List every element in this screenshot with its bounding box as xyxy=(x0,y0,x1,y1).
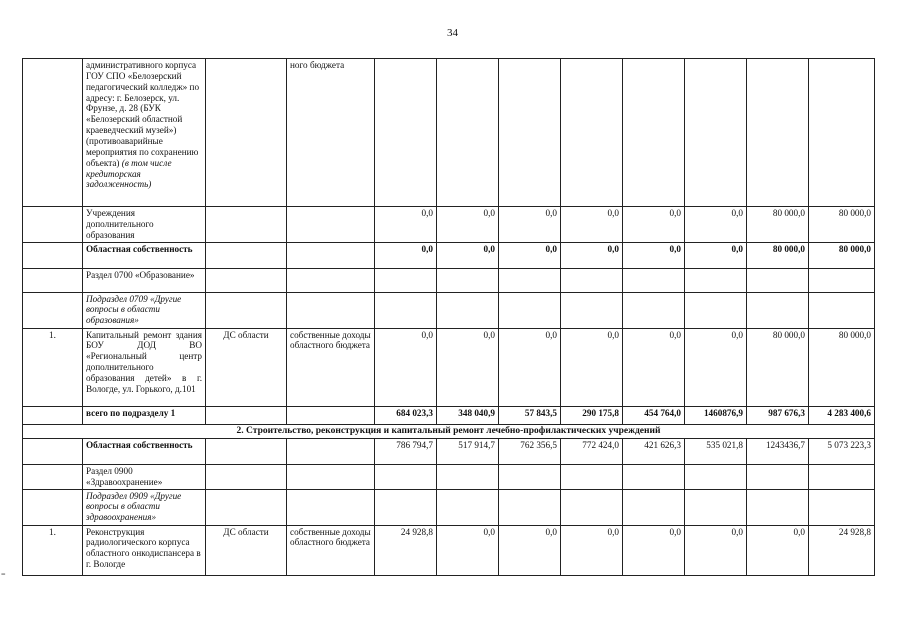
object-cell: Раздел 0900 «Здравоохранение» xyxy=(83,464,206,489)
table-row-subsection-0909 xyxy=(23,489,875,525)
responsible-cell: ДС области xyxy=(206,525,287,575)
value-cell: 0,0 xyxy=(623,242,685,268)
value-cell: 772 424,0 xyxy=(561,438,623,464)
value-cell: 0,0 xyxy=(437,525,499,575)
value-cell: 1243436,7 xyxy=(747,438,809,464)
row-number-cell: 1. xyxy=(23,328,83,406)
object-cell: Областная собственность xyxy=(83,242,206,268)
value-cell: 684 023,3 xyxy=(375,406,437,424)
value-cell: 0,0 xyxy=(623,207,685,243)
value-cell: 0,0 xyxy=(685,242,747,268)
value-cell: 80 000,0 xyxy=(747,328,809,406)
object-cell: Реконструкция радиологического корпуса областного онкодиспансера в г. Вологде xyxy=(83,525,206,575)
value-cell: 348 040,9 xyxy=(437,406,499,424)
value-cell: 57 843,5 xyxy=(499,406,561,424)
budget-table xyxy=(22,58,875,576)
table-row-subsection-0709 xyxy=(23,292,875,328)
object-cell: Подраздел 0709 «Другие вопросы в области образования» xyxy=(83,292,206,328)
value-cell: 0,0 xyxy=(375,207,437,243)
page-number: 34 xyxy=(447,27,458,39)
object-note: (в том числе кредиторская задолженность) xyxy=(86,157,172,190)
table-row-section-0900 xyxy=(23,464,875,489)
table-row-item-education xyxy=(23,328,875,406)
value-cell: 421 626,3 xyxy=(623,438,685,464)
value-cell: 80 000,0 xyxy=(747,242,809,268)
source-cell: собственные доходы областного бюджета xyxy=(287,525,375,575)
source-cell: собственные доходы областного бюджета xyxy=(287,328,375,406)
value-cell: 0,0 xyxy=(623,328,685,406)
source-cell: ного бюджета xyxy=(287,59,375,207)
value-cell: 0,0 xyxy=(747,525,809,575)
value-cell: 535 021,8 xyxy=(685,438,747,464)
value-cell: 0,0 xyxy=(499,242,561,268)
object-cell: Подраздел 0909 «Другие вопросы в области здравоохранения» xyxy=(83,489,206,525)
object-cell: Капитальный ремонт здания БОУ ДОД ВО «Региональный центр дополнительного образования детей» в г. Вологде, ул. Горького, д.101 xyxy=(83,328,206,406)
object-cell: всего по подразделу 1 xyxy=(83,406,206,424)
object-name: административного корпуса ГОУ СПО «Белозерский педагогический колледж» по адресу: г. Белозерск, ул. Фрунзе, д. 28 (БУК «Белозерский областной краеведческий музей») (противоаварийные мероприятия по сохранению объекта) xyxy=(86,60,200,168)
value-cell: 0,0 xyxy=(685,207,747,243)
value-cell: 4 283 400,6 xyxy=(809,406,875,424)
table-row-section-heading xyxy=(23,424,875,438)
row-number-cell xyxy=(23,59,83,207)
value-cell: 0,0 xyxy=(561,525,623,575)
value-cell: 0,0 xyxy=(437,242,499,268)
section-heading: 2. Строительство, реконструкция и капитальный ремонт лечебно-профилактических учреждений xyxy=(23,424,875,438)
table-row-additional-education xyxy=(23,207,875,243)
value-cell: 0,0 xyxy=(437,328,499,406)
value-cell: 517 914,7 xyxy=(437,438,499,464)
value-cell: 0,0 xyxy=(561,242,623,268)
value-cell: 1460876,9 xyxy=(685,406,747,424)
value-cell: 0,0 xyxy=(623,525,685,575)
value-cell: 290 175,8 xyxy=(561,406,623,424)
value-cell: 0,0 xyxy=(375,242,437,268)
object-cell xyxy=(83,59,206,207)
object-cell: Областная собственность xyxy=(83,438,206,464)
value-cell: 80 000,0 xyxy=(809,242,875,268)
object-cell: Раздел 0700 «Образование» xyxy=(83,268,206,292)
value-cell: 0,0 xyxy=(685,525,747,575)
value-cell: 80 000,0 xyxy=(809,207,875,243)
value-cell: 24 928,8 xyxy=(809,525,875,575)
value-cell: 0,0 xyxy=(561,328,623,406)
value-cell: 5 073 223,3 xyxy=(809,438,875,464)
value-cell: 0,0 xyxy=(499,207,561,243)
value-cell: 24 928,8 xyxy=(375,525,437,575)
value-cell: 80 000,0 xyxy=(809,328,875,406)
value-cell: 987 676,3 xyxy=(747,406,809,424)
table-row-continued xyxy=(23,59,875,207)
value-cell: 80 000,0 xyxy=(747,207,809,243)
value-cell: 454 764,0 xyxy=(623,406,685,424)
margin-mark: = xyxy=(1,570,6,579)
value-cell: 0,0 xyxy=(499,328,561,406)
object-cell: Учреждения дополнительного образования xyxy=(83,207,206,243)
value-cell: 786 794,7 xyxy=(375,438,437,464)
value-cell: 762 356,5 xyxy=(499,438,561,464)
value-cell: 0,0 xyxy=(561,207,623,243)
responsible-cell xyxy=(206,59,287,207)
value-cell: 0,0 xyxy=(375,328,437,406)
table-row-item-health xyxy=(23,525,875,575)
row-number-cell: 1. xyxy=(23,525,83,575)
value-cell: 0,0 xyxy=(437,207,499,243)
table-row-subsection-total xyxy=(23,406,875,424)
value-cell: 0,0 xyxy=(499,525,561,575)
table-row-regional-property xyxy=(23,438,875,464)
responsible-cell: ДС области xyxy=(206,328,287,406)
value-cell: 0,0 xyxy=(685,328,747,406)
table-row-regional-property xyxy=(23,242,875,268)
table-row-section-0700 xyxy=(23,268,875,292)
